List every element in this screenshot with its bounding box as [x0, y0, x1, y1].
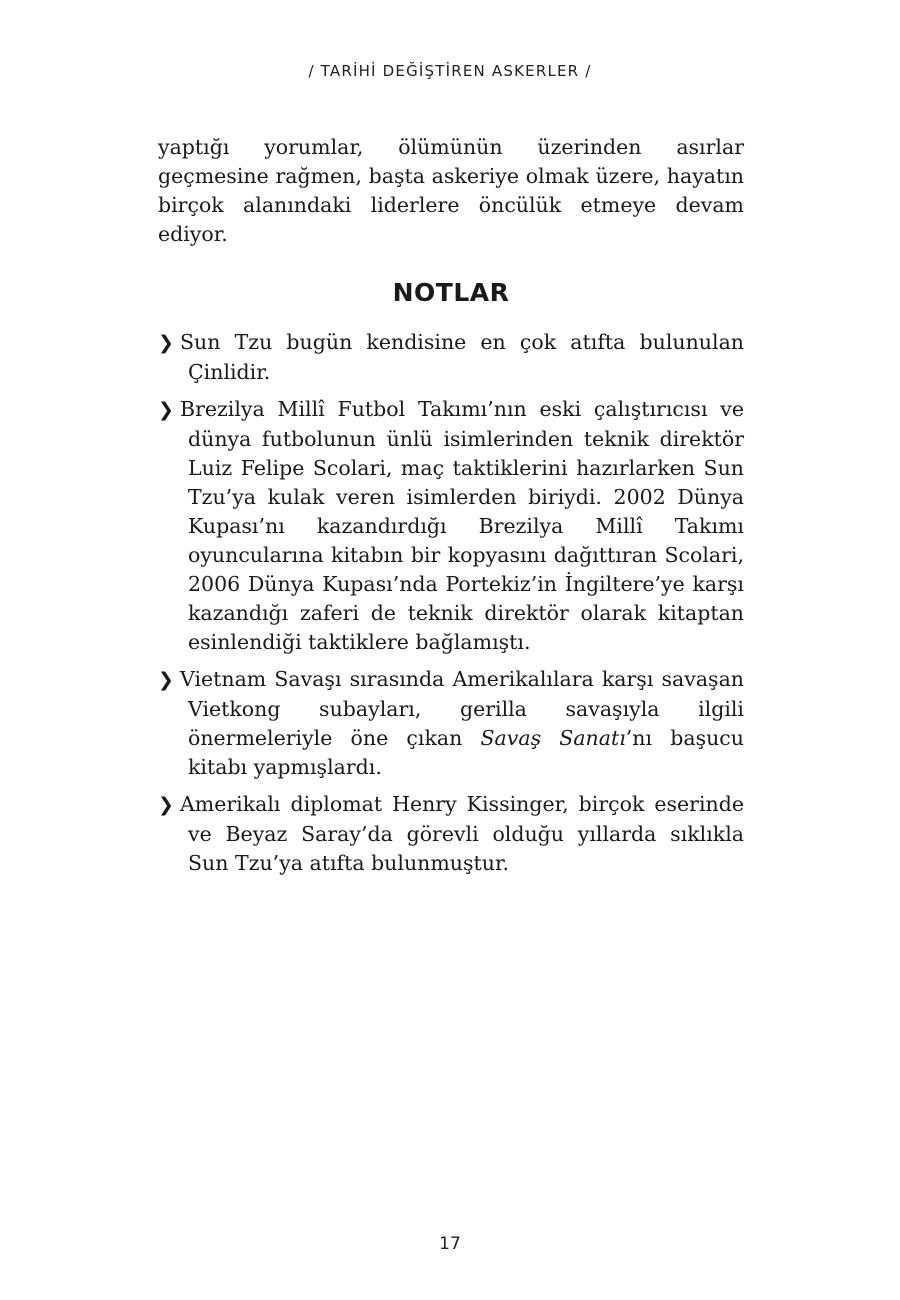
note-text: Vietnam Savaşı sırasında Amerikalılara karşı savaşan Vietkong subayları, gerilla savaşıyla ilgili önermeleriyle öne çıkan [180, 667, 744, 750]
chevron-right-icon: ❯ [158, 332, 174, 354]
intro-paragraph: yaptığı yorumlar, ölümünün üzerinden asırlar geçmesine rağmen, başta askeriye olmak üzere, hayatın birçok alanındaki liderlere öncülük etmeye devam ediyor. [158, 135, 744, 246]
note-item [158, 665, 744, 782]
chevron-right-icon: ❯ [158, 399, 174, 421]
chevron-right-icon: ❯ [158, 669, 174, 691]
page-content [158, 133, 744, 886]
note-text: Amerikalı diplomat Henry Kissinger, birçok eserinde ve Beyaz Saray’da görevli olduğu yıllarda sıklıkla Sun Tzu’ya atıfta bulunmuştur. [180, 792, 744, 875]
note-item [158, 790, 744, 878]
page-number: 17 [439, 1234, 461, 1254]
note-item [158, 395, 744, 657]
note-text: Sun Tzu bugün kendisine en çok atıfta bulunulan Çinlidir. [180, 330, 744, 384]
notes-list [158, 328, 744, 878]
note-text-continued: ’nı başucu kitabı yapmışlardı. [188, 726, 744, 779]
note-text: Brezilya Millî Futbol Takımı’nın eski çalıştırıcısı ve dünya futbolunun ünlü isimlerinden teknik direktör Luiz Felipe Scolari, maç taktiklerini hazırlarken Sun Tzu’ya kulak veren isimlerden biriydi. 2002 Dünya Kupası’nı kazandırdığı Brezilya Millî Takımı oyuncularına kitabın bir kopyasını dağıttıran Scolari, 2006 Dünya Kupası’nda Portekiz’in İngiltere’ye karşı kazandığı zaferi de teknik direktör olarak kitaptan esinlendiği taktiklere bağlamıştı. [180, 397, 744, 654]
running-header: / TARİHİ DEĞİŞTİREN ASKERLER / [308, 62, 592, 80]
notes-heading: NOTLAR [392, 278, 510, 307]
chevron-right-icon: ❯ [158, 794, 174, 816]
note-item [158, 328, 744, 387]
book-title: Savaş Sanatı [480, 726, 626, 750]
